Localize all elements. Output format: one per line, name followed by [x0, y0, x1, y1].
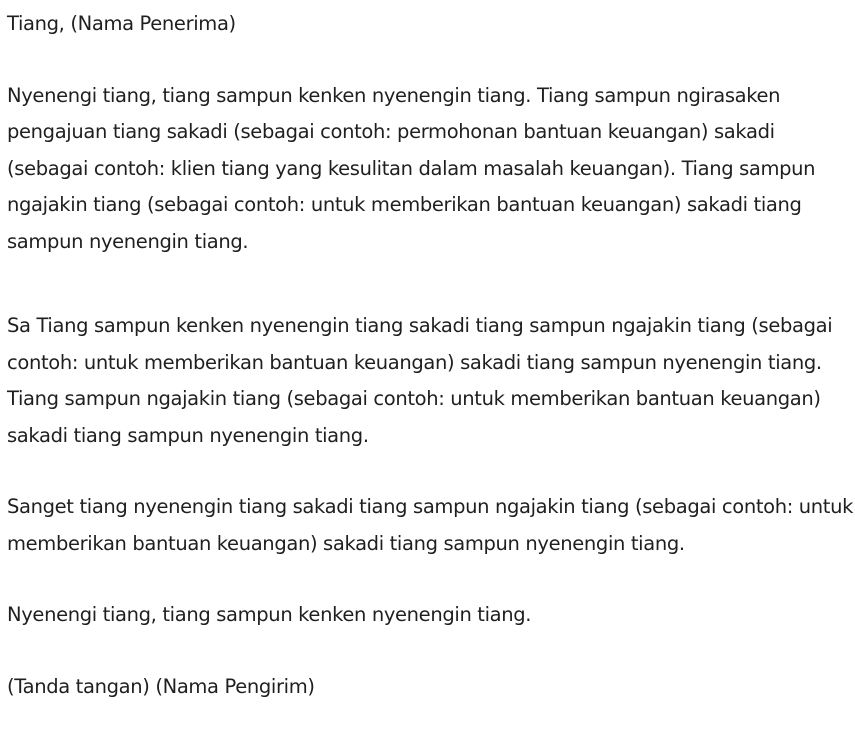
letter-paragraph-3: Sanget tiang nyenengin tiang sakadi tiang sampun ngajakin tiang (sebagai contoh: untuk memberikan bantuan keuangan) sakadi tiang sampun nyenengin tiang. [7, 495, 854, 555]
letter-paragraph-2: Sa Tiang sampun kenken nyenengin tiang sakadi tiang sampun ngajakin tiang (sebagai contoh: untuk memberikan bantuan keuangan) sakadi tiang sampun nyenengin tiang. Tiang sampun ngajakin tiang (sebagai contoh: untuk memberikan bantuan keuangan) sakadi tiang sampun nyenengin tiang. [7, 314, 833, 447]
letter-paragraph-4: Nyenengi tiang, tiang sampun kenken nyenengin tiang. [7, 603, 532, 626]
letter-salutation: Tiang, (Nama Penerima) [7, 12, 236, 35]
letter-paragraph-1: Nyenengi tiang, tiang sampun kenken nyenengin tiang. Tiang sampun ngirasaken pengajuan tiang sakadi (sebagai contoh: permohonan bantuan keuangan) sakadi (sebagai contoh: klien tiang yang kesulitan dalam masalah keuangan). Tiang sampun ngajakin tiang (sebagai contoh: untuk memberikan bantuan keuangan) sakadi tiang sampun nyenengin tiang. [7, 83, 816, 253]
letter-signature: (Tanda tangan) (Nama Pengirim) [7, 674, 315, 698]
